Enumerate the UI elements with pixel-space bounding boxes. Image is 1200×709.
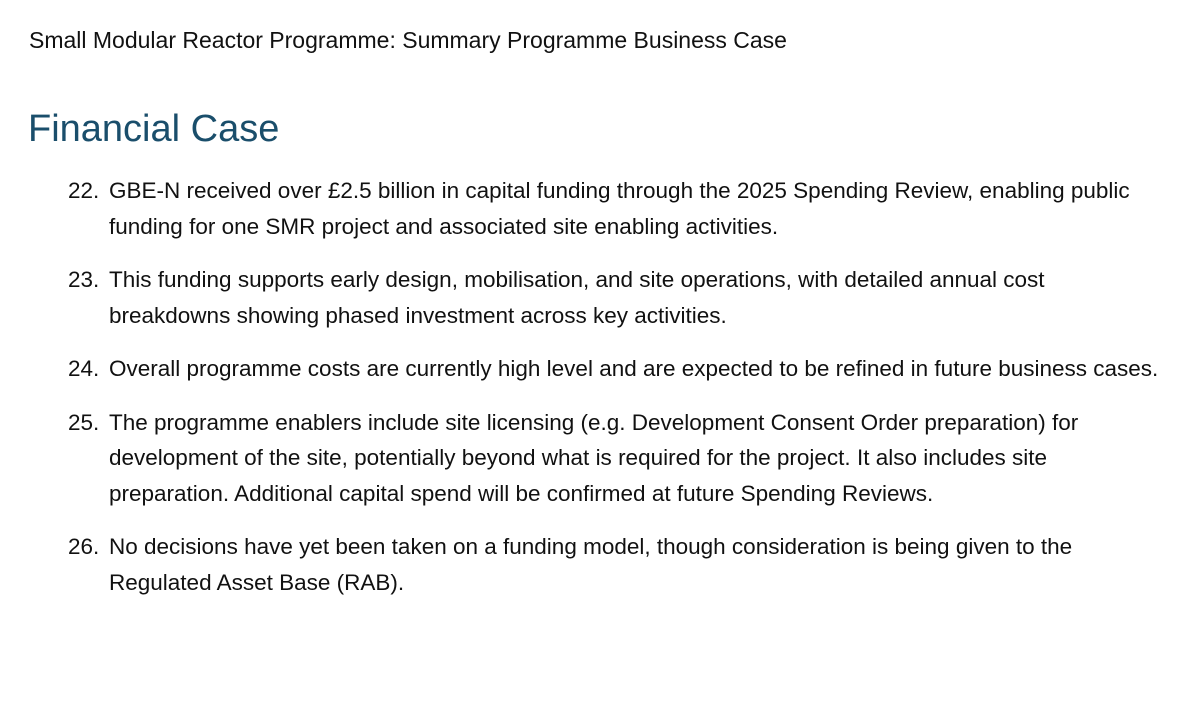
paragraph-number: 26. bbox=[68, 534, 100, 559]
section-heading: Financial Case bbox=[28, 108, 280, 150]
paragraph-26 bbox=[0, 529, 1200, 600]
document-header: Small Modular Reactor Programme: Summary Programme Business Case bbox=[29, 27, 787, 53]
paragraph-number: 25. bbox=[68, 409, 100, 435]
paragraph-22 bbox=[0, 173, 1200, 244]
paragraph-text: No decisions have yet been taken on a funding model, though consideration is being given to the Regulated Asset Base (RAB). bbox=[109, 534, 1073, 595]
paragraph-list bbox=[0, 173, 1200, 618]
paragraph-text: Overall programme costs are currently high level and are expected to be refined in future business cases. bbox=[109, 356, 1159, 381]
paragraph-25 bbox=[0, 405, 1200, 512]
paragraph-23 bbox=[0, 262, 1200, 333]
paragraph-text: This funding supports early design, mobilisation, and site operations, with detailed annual cost breakdowns showing phased investment across key activities. bbox=[109, 267, 1045, 328]
paragraph-text: The programme enablers include site licensing (e.g. Development Consent Order preparation) for development of the site, potentially beyond what is required for the project. It also includes site preparation. Additional capital spend will be confirmed at future Spending Reviews. bbox=[109, 409, 1079, 506]
paragraph-number: 24. bbox=[68, 356, 100, 381]
paragraph-number: 23. bbox=[68, 267, 100, 292]
paragraph-text: GBE-N received over £2.5 billion in capital funding through the 2025 Spending Review, enabling public funding for one SMR project and associated site enabling activities. bbox=[109, 178, 1130, 239]
paragraph-number: 22. bbox=[68, 178, 100, 203]
paragraph-24 bbox=[0, 351, 1200, 387]
